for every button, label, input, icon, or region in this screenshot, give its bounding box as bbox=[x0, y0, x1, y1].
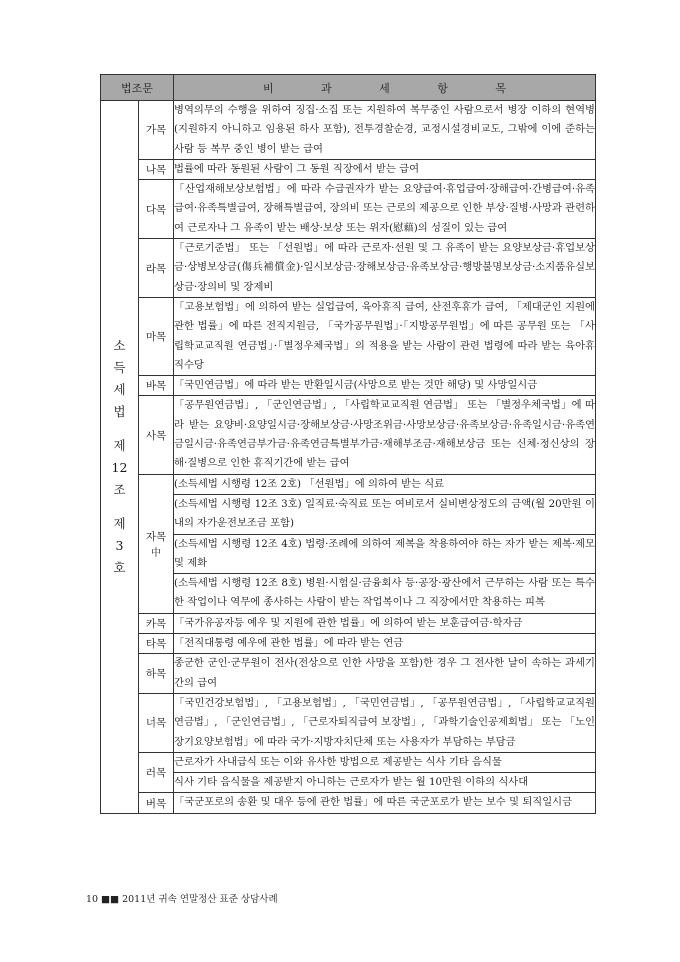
item-label: 자목 中 bbox=[139, 474, 174, 613]
item-text: 「국군포로의 송환 및 대우 등에 관한 법률」에 따른 국군포로가 받는 보수 및 퇴직일시금 bbox=[174, 793, 596, 813]
item-label: 러목 bbox=[139, 752, 174, 793]
table-row bbox=[101, 101, 596, 160]
jamok-sub-label: 中 bbox=[151, 547, 161, 559]
item-text: 「산업재해보상보험법」에 따라 수급권자가 받는 요양급여·휴업급여·장해급여·간병급여·유족급여·유족특별급여, 장해특별급여, 장의비 또는 근로의 제공으로 인한 부상·질병·사망과 관련하여 근로자나 그 유족이 받는 배상·보상 또는 위자(慰藉)의 성질이 있는 급여 bbox=[174, 180, 596, 239]
table-row bbox=[101, 396, 596, 474]
header-exemption-items: 비 과 세 항 목 bbox=[174, 75, 596, 101]
table-row bbox=[101, 297, 596, 375]
table-row bbox=[101, 239, 596, 298]
table-row bbox=[101, 613, 596, 633]
item-text: 법률에 따라 동원된 사람이 그 동원 직장에서 받는 급여 bbox=[174, 159, 596, 179]
item-label: 버목 bbox=[139, 793, 174, 813]
page-footer: 10 ■■ 2011년 귀속 연말정산 표준 상담사례 bbox=[86, 894, 278, 905]
table-row bbox=[101, 534, 596, 574]
item-label: 가목 bbox=[139, 101, 174, 160]
item-label: 타목 bbox=[139, 634, 174, 654]
header-law-article: 법조문 bbox=[101, 75, 174, 101]
table-row bbox=[101, 474, 596, 494]
tax-exemption-table bbox=[100, 74, 596, 814]
item-text: 근로자가 사내급식 또는 이와 유사한 방법으로 제공받는 식사 기타 음식물 bbox=[174, 752, 596, 772]
item-text: 「근로기준법」 또는 「선원법」에 따라 근로자·선원 및 그 유족이 받는 요양보상금·휴업보상금·상병보상금(傷兵補償金)·일시보상금·장해보상금·유족보상금·행방불명보상금·소지품유실보상금·장의비 및 장제비 bbox=[174, 239, 596, 298]
table-row bbox=[101, 654, 596, 694]
item-label: 바목 bbox=[139, 376, 174, 396]
item-text: (소득세법 시행령 12조 3호) 일직료·숙직료 또는 여비로서 실비변상정도의 금액(월 20만원 이내의 자가운전보조금 포함) bbox=[174, 494, 596, 534]
table-row bbox=[101, 693, 596, 752]
item-text: 「공무원연금법」, 「군인연금법」, 「사립학교교직원 연금법」 또는 「별정우체국법」에 따라 받는 요양비·요양일시금·장해보상금·사망조위금·사망보상금·유족보상금·유족일시금·유족연금일시금·유족연금부가금·유족연금특별부가금·재해부조금·재해보상금 또는 신체·정신상의 장해·질병으로 인한 휴직기간에 받는 급여 bbox=[174, 396, 596, 474]
item-label: 다목 bbox=[139, 180, 174, 239]
table-row bbox=[101, 793, 596, 813]
table-row bbox=[101, 180, 596, 239]
item-text: 「국민건강보험법」, 「고용보험법」, 「국민연금법」, 「공무원연금법」, 「사립학교교직원 연금법」, 「군인연금법」, 「근로자퇴직급여 보장법」, 「과학기술인공제회법」 또는 「노인장기요양보험법」에 따라 국가·지방자치단체 또는 사용자가 부담하는 부담금 bbox=[174, 693, 596, 752]
item-text: 병역의무의 수행을 위하여 징집·소집 또는 지원하여 복무중인 사람으로서 병장 이하의 현역병(지원하지 아니하고 임용된 하사 포함), 전투경찰순경, 교정시설경비교도, 그밖에 이에 준하는 사람 등 복무 중인 병이 받는 급여 bbox=[174, 101, 596, 160]
table-header bbox=[101, 75, 596, 101]
table-row bbox=[101, 634, 596, 654]
table-row bbox=[101, 574, 596, 614]
table-row bbox=[101, 494, 596, 534]
item-text: 「국가유공자등 예우 및 지원에 관한 법률」에 의하여 받는 보훈급여금·학자금 bbox=[174, 613, 596, 633]
item-text: 「전직대통령 예우에 관한 법률」에 따라 받는 연금 bbox=[174, 634, 596, 654]
table-row bbox=[101, 752, 596, 772]
item-label: 하목 bbox=[139, 654, 174, 694]
item-label: 라목 bbox=[139, 239, 174, 298]
item-text: (소득세법 시행령 12조 4호) 법령·조례에 의하여 제복을 착용하여야 하는 자가 받는 제복·제모 및 제화 bbox=[174, 534, 596, 574]
law-reference: 소 득 세 법 제 12 조 제 3 호 bbox=[101, 101, 139, 814]
item-text: 「고용보험법」에 의하여 받는 실업급여, 육아휴직 급여, 산전후휴가 급여, 「제대군인 지원에 관한 법률」에 따른 전직지원금, 「국가공무원법」·「지방공무원법」에 따른 공무원 또는 「사립학교교직원 연금법」·「별정우체국법」의 적용을 받는 사람이 관련 법령에 따라 받는 육아휴직수당 bbox=[174, 297, 596, 375]
item-label: 사목 bbox=[139, 396, 174, 474]
item-text: 식사 기타 음식물을 제공받지 아니하는 근로자가 받는 월 10만원 이하의 식사대 bbox=[174, 773, 596, 793]
item-text: 종군한 군인·군무원이 전사(전상으로 인한 사망을 포함)한 경우 그 전사한 날이 속하는 과세기간의 급여 bbox=[174, 654, 596, 694]
table-row bbox=[101, 376, 596, 396]
table-row bbox=[101, 773, 596, 793]
item-label: 마목 bbox=[139, 297, 174, 375]
item-label: 너목 bbox=[139, 693, 174, 752]
item-label: 나목 bbox=[139, 159, 174, 179]
item-label: 카목 bbox=[139, 613, 174, 633]
table-row bbox=[101, 159, 596, 179]
item-text: 「국민연금법」에 따라 받는 반환일시금(사망으로 받는 것만 해당) 및 사망일시금 bbox=[174, 376, 596, 396]
item-text: (소득세법 시행령 12조 2호) 「선원법」에 의하여 받는 식료 bbox=[174, 474, 596, 494]
item-text: (소득세법 시행령 12조 8호) 병원·시험실·금융회사 등·공장·광산에서 근무하는 사람 또는 특수한 작업이나 역무에 종사하는 사람이 받는 작업복이나 그 직장에서만 착용하는 피복 bbox=[174, 574, 596, 614]
